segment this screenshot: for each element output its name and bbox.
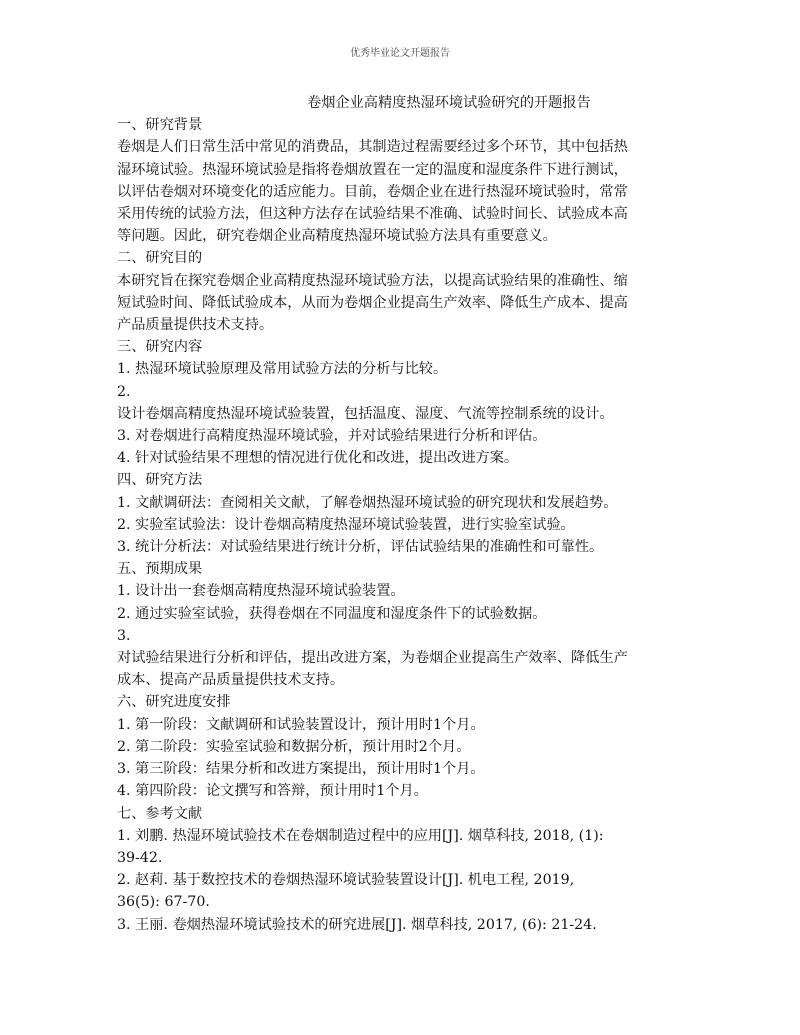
- list-item: 对试验结果进行分析和评估，提出改进方案，为卷烟企业提高生产效率、降低生产: [117, 650, 628, 667]
- paragraph-line: 采用传统的试验方法，但这种方法存在试验结果不准确、试验时间长、试验成本高: [117, 206, 628, 223]
- list-item: 1. 设计出一套卷烟高精度热湿环境试验装置。: [117, 583, 405, 600]
- section-heading: 一、研究背景: [117, 117, 203, 134]
- list-item: 4. 针对试验结果不理想的情况进行优化和改进，提出改进方案。: [117, 450, 519, 467]
- reference-line: 3. 王丽. 卷烟热湿环境试验技术的研究进展[J]. 烟草科技, 2017, (6): 21-24.: [117, 916, 597, 933]
- list-item: 3. 对卷烟进行高精度热湿环境试验，并对试验结果进行分析和评估。: [117, 428, 547, 445]
- paragraph-line: 湿环境试验。热湿环境试验是指将卷烟放置在一定的温度和湿度条件下进行测试，: [117, 161, 628, 178]
- section-heading: 七、参考文献: [117, 805, 203, 822]
- paragraph-line: 本研究旨在探究卷烟企业高精度热湿环境试验方法，以提高试验结果的准确性、缩: [117, 272, 628, 289]
- section-heading: 五、预期成果: [117, 561, 203, 578]
- section-heading: 二、研究目的: [117, 250, 203, 267]
- list-item: 4. 第四阶段：论文撰写和答辩，预计用时1个月。: [117, 783, 428, 800]
- list-item: 成本、提高产品质量提供技术支持。: [117, 672, 345, 689]
- reference-line: 2. 赵莉. 基于数控技术的卷烟热湿环境试验装置设计[J]. 机电工程, 2019,: [117, 872, 575, 889]
- paragraph-line: 卷烟是人们日常生活中常见的消费品，其制造过程需要经过多个环节，其中包括热: [117, 139, 628, 156]
- list-item: 2. 第二阶段：实验室试验和数据分析，预计用时2个月。: [117, 738, 471, 755]
- list-item: 2.: [117, 383, 131, 400]
- reference-line: 36(5): 67-70.: [117, 894, 210, 911]
- list-item: 1. 文献调研法：查阅相关文献，了解卷烟热湿环境试验的研究现状和发展趋势。: [117, 494, 618, 511]
- section-heading: 四、研究方法: [117, 472, 203, 489]
- paragraph-line: 以评估卷烟对环境变化的适应能力。目前，卷烟企业在进行热湿环境试验时，常常: [117, 183, 628, 200]
- list-item: 设计卷烟高精度热湿环境试验装置，包括温度、湿度、气流等控制系统的设计。: [117, 405, 614, 422]
- list-item: 1. 第一阶段：文献调研和试验装置设计，预计用时1个月。: [117, 716, 485, 733]
- list-item: 2. 实验室试验法：设计卷烟高精度热湿环境试验装置，进行实验室试验。: [117, 516, 575, 533]
- section-heading: 三、研究内容: [117, 339, 203, 356]
- reference-line: 39-42.: [117, 849, 163, 866]
- page-header: 优秀毕业论文开题报告: [350, 48, 450, 59]
- list-item: 3. 统计分析法：对试验结果进行统计分析，评估试验结果的准确性和可靠性。: [117, 539, 604, 556]
- document-title: 卷烟企业高精度热湿环境试验研究的开题报告: [307, 95, 591, 111]
- list-item: 1. 热湿环境试验原理及常用试验方法的分析与比较。: [117, 361, 448, 378]
- paragraph-line: 产品质量提供技术支持。: [117, 317, 274, 334]
- list-item: 2. 通过实验室试验，获得卷烟在不同温度和湿度条件下的试验数据。: [117, 605, 547, 622]
- list-item: 3.: [117, 627, 131, 644]
- paragraph-line: 短试验时间、降低试验成本，从而为卷烟企业提高生产效率、降低生产成本、提高: [117, 294, 628, 311]
- paragraph-line: 等问题。因此，研究卷烟企业高精度热湿环境试验方法具有重要意义。: [117, 228, 557, 245]
- section-heading: 六、研究进度安排: [117, 694, 231, 711]
- reference-line: 1. 刘鹏. 热湿环境试验技术在卷烟制造过程中的应用[J]. 烟草科技, 2018, (1):: [117, 827, 604, 844]
- document-body: [117, 92, 687, 936]
- list-item: 3. 第三阶段：结果分析和改进方案提出，预计用时1个月。: [117, 761, 485, 778]
